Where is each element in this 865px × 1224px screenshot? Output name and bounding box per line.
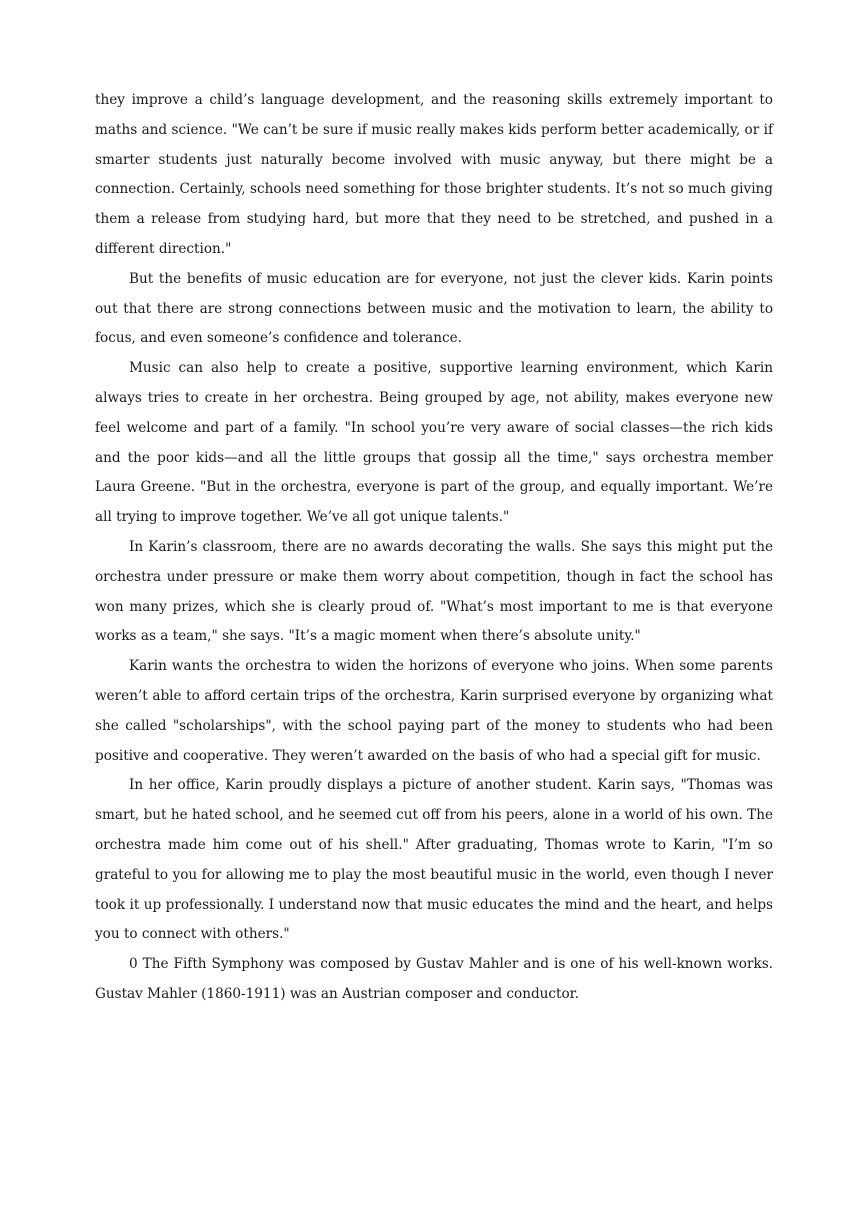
paragraph-continued: they improve a child’s language development, and the reasoning skills extremely important to maths and science. "We can’t be sure if music really makes kids perform better academically, or if smarter students just naturally become involved with music anyway, but there might be a connection. Certainly, schools need something for those brighter students. It’s not so much giving them a release from studying hard, but more that they need to be stretched, and pushed in a different direction." — [95, 92, 773, 257]
document-page — [95, 86, 773, 1010]
footnote-symphony: 0 The Fifth Symphony was composed by Gustav Mahler and is one of his well-known works. Gustav Mahler (1860-1911) was an Austrian composer and conductor. — [95, 956, 773, 1002]
paragraph-environment: Music can also help to create a positive, supportive learning environment, which Karin always tries to create in her orchestra. Being grouped by age, not ability, makes everyone new feel welcome and part of a family. "In school you’re very aware of social classes—the rich kids and the poor kids—and all the little groups that gossip all the time," says orchestra member Laura Greene. "But in the orchestra, everyone is part of the group, and equally important. We’re all trying to improve together. We’ve all got unique talents." — [95, 360, 773, 526]
paragraph-thomas: In her office, Karin proudly displays a picture of another student. Karin says, "Thomas was smart, but he hated school, and he seemed cut off from his peers, alone in a world of his own. The orchestra made him come out of his shell." After graduating, Thomas wrote to Karin, "I’m so grateful to you for allowing me to play the most beautiful music in the world, even though I never took it up professionally. I understand now that music educates the mind and the heart, and helps you to connect with others." — [95, 777, 773, 943]
paragraph-benefits: But the benefits of music education are for everyone, not just the clever kids. Karin points out that there are strong connections between music and the motivation to learn, the ability to focus, and even someone’s confidence and tolerance. — [95, 270, 773, 347]
paragraph-horizons: Karin wants the orchestra to widen the horizons of everyone who joins. When some parents weren’t able to afford certain trips of the orchestra, Karin surprised everyone by organizing what she called "scholarships", with the school paying part of the money to students who had been positive and cooperative. They weren’t awarded on the basis of who had a special gift for music. — [95, 658, 773, 764]
paragraph-classroom: In Karin’s classroom, there are no awards decorating the walls. She says this might put the orchestra under pressure or make them worry about competition, though in fact the school has won many prizes, which she is clearly proud of. "What’s most important to me is that everyone works as a team," she says. "It’s a magic moment when there’s absolute unity." — [95, 538, 773, 645]
